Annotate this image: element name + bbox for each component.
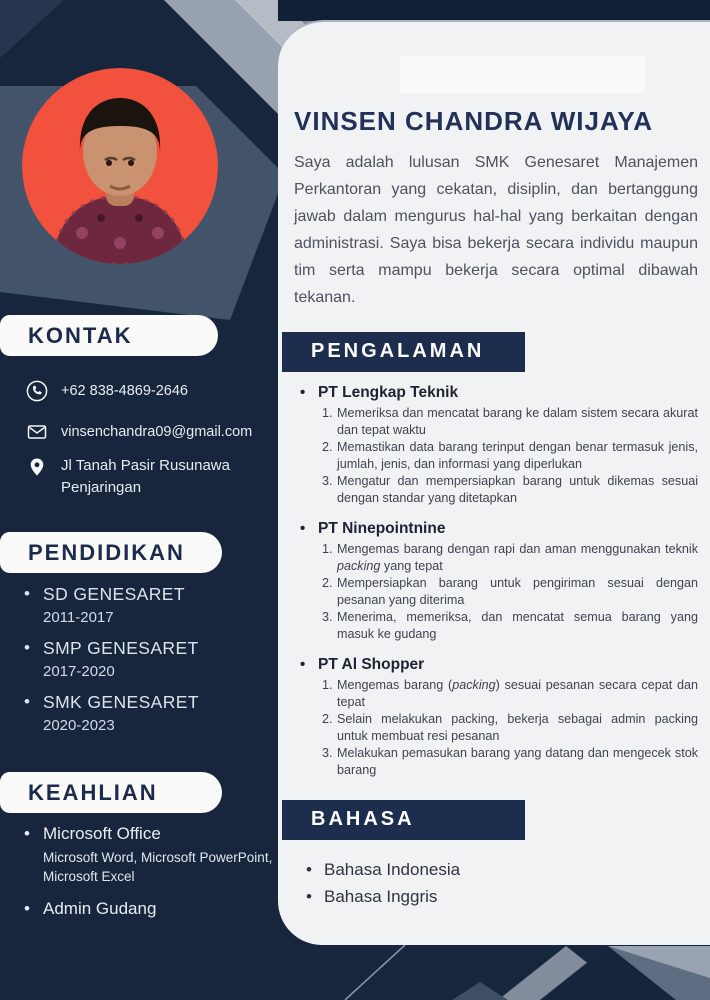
experience-point: Mempersiapkan barang untuk pengiriman sesuai dengan pesanan yang diterima	[337, 576, 698, 607]
section-title-kontak: KONTAK	[0, 315, 218, 356]
profile-summary: Saya adalah lulusan SMK Genesaret Manajemen Perkantoran yang cekatan, disiplin, dan bertanggung jawab dalam mengurus hal-hal yang berkaitan dengan administrasi. Saya bisa bekerja secara individu maupun tim serta mampu bekerja secara optimal dibawah tekanan.	[294, 154, 698, 306]
section-title-pendidikan: PENDIDIKAN	[0, 532, 222, 573]
experience-point: Melakukan pemasukan barang yang datang dan mengecek stok barang	[337, 746, 698, 777]
education-list	[24, 584, 268, 746]
education-item	[24, 638, 268, 680]
company-name: • PT Ninepointnine	[300, 520, 698, 538]
email-address: vinsenchandra09@gmail.com	[61, 424, 253, 440]
skill-item	[24, 824, 274, 886]
skill-name: • Microsoft Office	[43, 824, 161, 843]
experience-company	[300, 520, 698, 643]
language-list	[306, 856, 698, 910]
experience-point: Memeriksa dan mencatat barang ke dalam sistem secara akurat dan tepat waktu	[337, 406, 698, 437]
education-school: • SMK GENESARET	[43, 692, 199, 712]
address-text: Jl Tanah Pasir Rusunawa Penjaringan	[61, 457, 230, 496]
contact-address	[26, 455, 242, 499]
main-card	[278, 20, 710, 945]
company-points	[337, 677, 698, 779]
education-school: • SMP GENESARET	[43, 638, 199, 658]
phone-number: +62 838-4869-2646	[61, 383, 188, 399]
skill-detail: Microsoft Word, Microsoft PowerPoint, Microsoft Excel	[43, 850, 273, 884]
section-title-keahlian: KEAHLIAN	[0, 772, 222, 813]
company-name: • PT Lengkap Teknik	[300, 384, 698, 402]
experience-point: Memastikan data barang terinput dengan benar termasuk jenis, jumlah, jenis, dan informasi yang diperlukan	[337, 440, 698, 471]
phone-icon	[26, 380, 48, 402]
experience-point: Menerima, memeriksa, dan mencatat semua barang yang masuk ke gudang	[337, 610, 698, 641]
education-school: • SD GENESARET	[43, 584, 185, 604]
skill-name: • Admin Gudang	[43, 899, 157, 918]
profile-photo-image	[22, 68, 218, 264]
section-title-pengalaman: PENGALAMAN	[282, 332, 525, 372]
card-highlight	[400, 56, 645, 94]
section-title-bahasa: BAHASA	[282, 800, 525, 840]
bottom-decoration	[0, 940, 710, 1000]
company-name: • PT Al Shopper	[300, 656, 698, 674]
contact-phone	[26, 380, 188, 402]
experience-list	[294, 384, 698, 779]
skill-list	[24, 824, 274, 932]
company-points	[337, 541, 698, 643]
education-years: 2020-2023	[43, 717, 115, 734]
experience-company	[300, 384, 698, 507]
contact-email	[26, 421, 252, 443]
experience-point: Selain melakukan packing, bekerja sebagai admin packing untuk membuat resi pesanan	[337, 712, 698, 743]
company-points	[337, 405, 698, 507]
experience-point: Mengemas barang (packing) sesuai pesanan secara cepat dan tepat	[337, 678, 698, 709]
education-years: 2011-2017	[43, 609, 114, 626]
language-item: • Bahasa Indonesia	[306, 856, 698, 883]
page-title: VINSEN CHANDRA WIJAYA	[294, 106, 654, 136]
profile-photo	[22, 68, 218, 264]
experience-company	[300, 656, 698, 779]
experience-point: Mengemas barang dengan rapi dan aman menggunakan teknik packing yang tepat	[337, 542, 698, 573]
education-item	[24, 584, 268, 626]
language-item: • Bahasa Inggris	[306, 883, 698, 910]
skill-item	[24, 899, 274, 919]
experience-point: Mengatur dan mempersiapkan barang untuk dikemas sesuai dengan standar yang ditetapkan	[337, 474, 698, 505]
education-years: 2017-2020	[43, 663, 115, 680]
location-icon	[26, 456, 48, 478]
education-item	[24, 692, 268, 734]
email-icon	[26, 421, 48, 443]
